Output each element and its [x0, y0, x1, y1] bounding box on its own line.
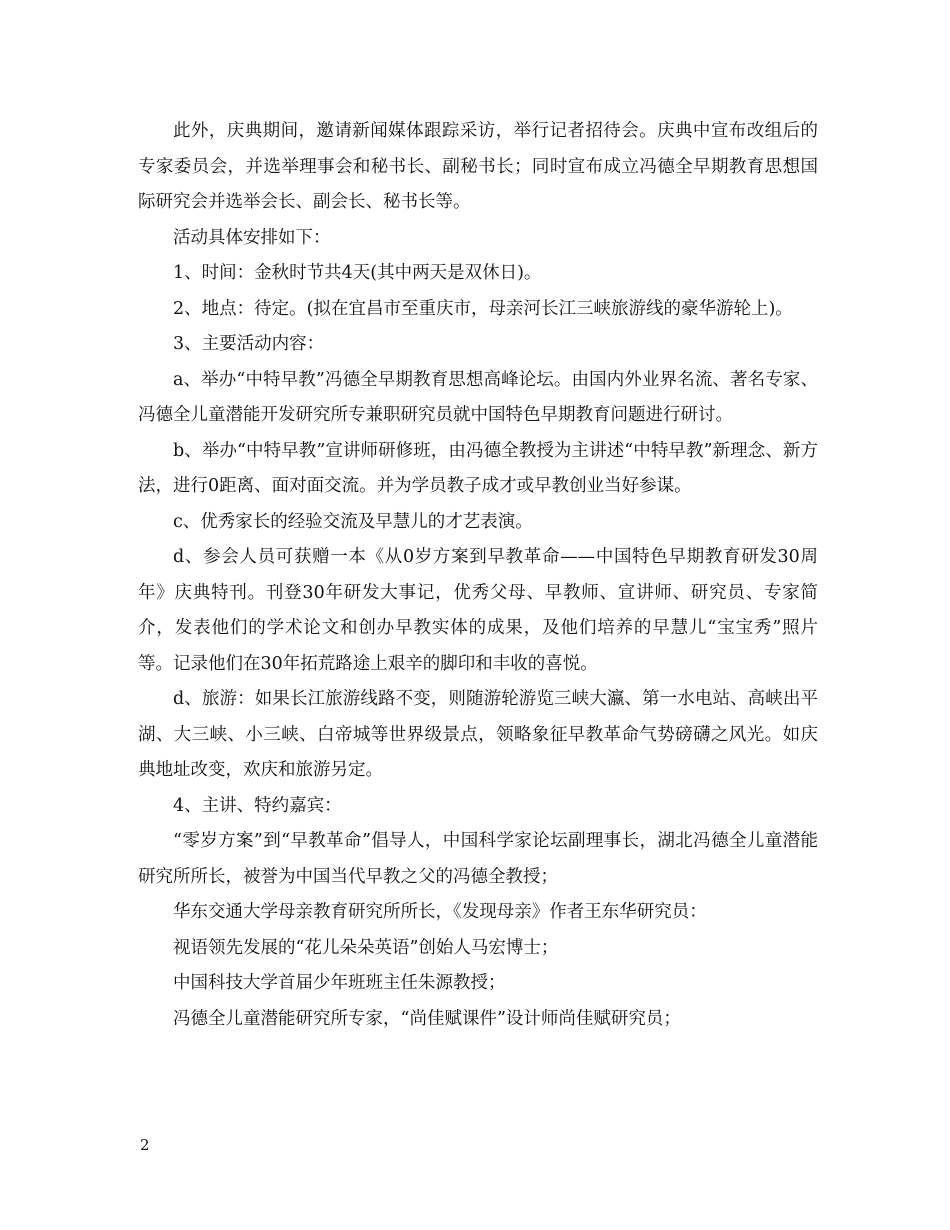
paragraph-12: “零岁方案”到“早教革命”倡导人，中国科学家论坛副理事长，湖北冯德全儿童潜能研究所所长，被誉为中国当代早教之父的冯德全教授； — [138, 831, 818, 887]
paragraph-2: 活动具体安排如下： — [173, 227, 331, 248]
paragraph-5: 3、主要活动内容： — [173, 334, 325, 354]
paragraph-6: a、举办“中特早教”冯德全早期教育思想高峰论坛。由国内外业界名流、著名专家、冯德全儿童潜能开发研究所专兼职研究员就中国特色早期教育问题进行研讨。 — [138, 369, 818, 425]
paragraph-9: d、参会人员可获赠一本《从0岁方案到早教革命——中国特色早期教育研发30周年》庆典特刊。刊登30年研发大事记，优秀父母、早教师、宣讲师、研究员、专家简介，发表他们的学术论文和创办早教实体的成果，及他们培养的早慧儿“宝宝秀”照片等。记录他们在30年拓荒路途上艰辛的脚印和丰收的喜悦。 — [138, 547, 818, 674]
paragraph-4: 2、地点：待定。(拟在宜昌市至重庆市，母亲河长江三峡旅游线的豪华游轮上)。 — [173, 298, 793, 319]
paragraph-7: b、举办“中特早教”宣讲师研修班，由冯德全教授为主讲述“中特早教”新理念、新方法，进行0距离、面对面交流。并为学员教子成才或早教创业当好参谋。 — [138, 440, 818, 496]
paragraph-3: 1、时间：金秋时节共4天(其中两天是双休日)。 — [173, 263, 542, 283]
paragraph-15: 中国科技大学首届少年班班主任朱源教授； — [173, 973, 506, 993]
paragraph-11: 4、主讲、特约嘉宾： — [173, 795, 342, 816]
page-number: 2 — [140, 1136, 150, 1154]
paragraph-10: d、旅游：如果长江旅游线路不变，则随游轮游览三峡大瀛、第一水电站、高峡出平湖、大三峡、小三峡、白帝城等世界级景点，领略象征早教革命气势磅礴之风光。如庆典地址改变，欢庆和旅游另定。 — [138, 689, 818, 780]
paragraph-13: 华东交通大学母亲教育研究所所长，《发现母亲》作者王东华研究员： — [173, 902, 707, 922]
paragraph-16: 冯德全儿童潜能研究所专家，“尚佳赋课件”设计师尚佳赋研究员； — [173, 1008, 681, 1029]
paragraph-1: 此外，庆典期间，邀请新闻媒体跟踪采访，举行记者招待会。庆典中宣布改组后的专家委员会，并选举理事会和秘书长、副秘书长；同时宣布成立冯德全早期教育思想国际研究会并选举会长、副会长、秘书长等。 — [138, 121, 818, 212]
paragraph-8: c、优秀家长的经验交流及早慧儿的才艺表演。 — [173, 511, 533, 532]
paragraph-14: 视语领先发展的“花儿朵朵英语”创始人马宏博士； — [173, 937, 559, 958]
document-body — [138, 114, 818, 1037]
